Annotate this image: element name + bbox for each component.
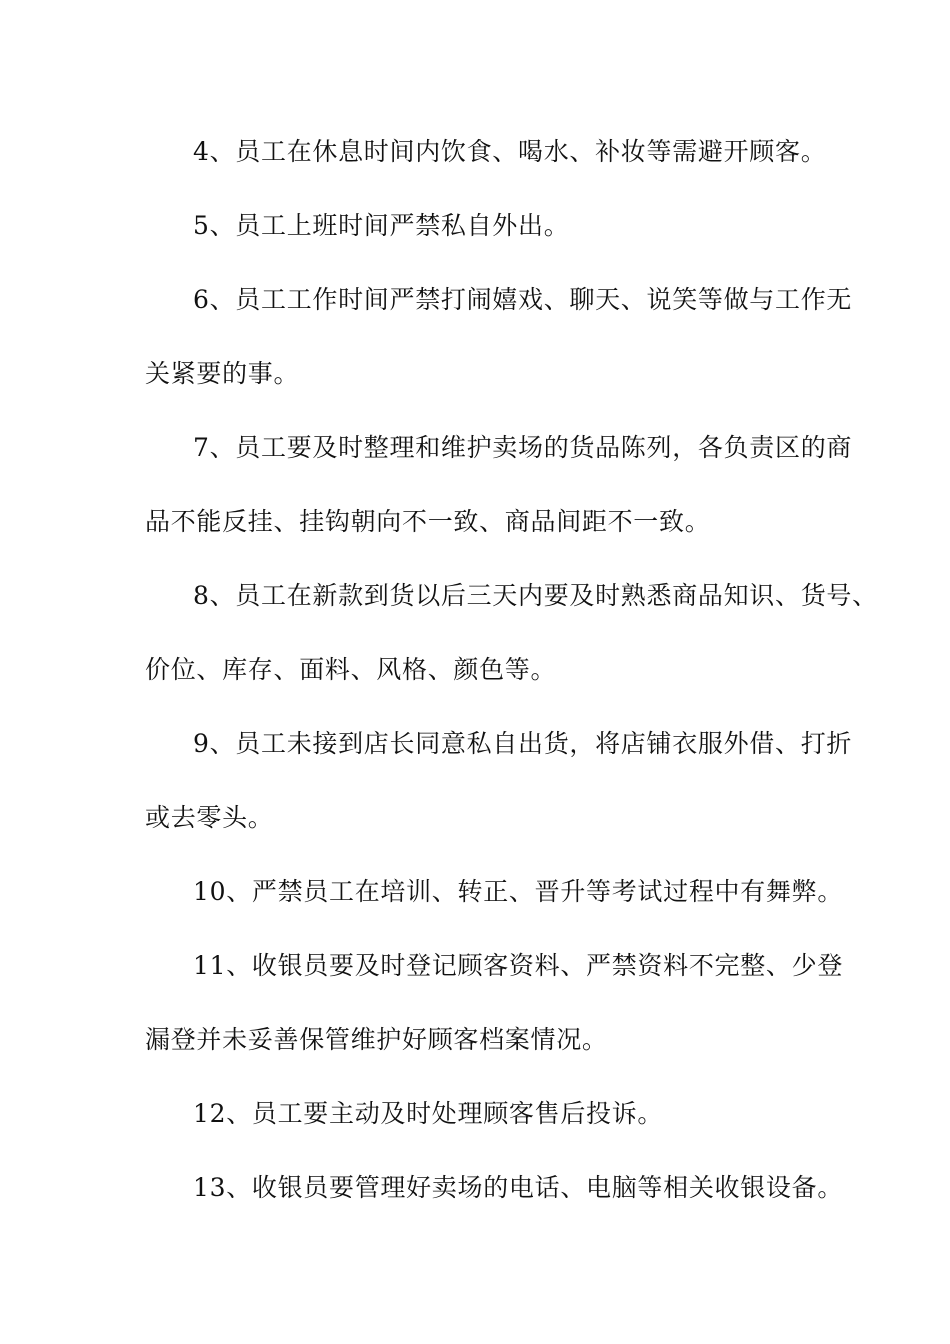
rule-7-line-2: 品不能反挂、挂钩朝向不一致、商品间距不一致。 (145, 507, 711, 536)
rule-6-line-2: 关紧要的事。 (145, 359, 300, 388)
rule-11-line-1: 11、收银员要及时登记顾客资料、严禁资料不完整、少登 (193, 951, 844, 980)
rule-4-line-1: 4、员工在休息时间内饮食、喝水、补妆等需避开顾客。 (193, 137, 827, 166)
rule-11-line-2: 漏登并未妥善保管维护好顾客档案情况。 (145, 1025, 608, 1054)
rule-7-line-1: 7、员工要及时整理和维护卖场的货品陈列，各负责区的商 (193, 433, 853, 462)
rule-10-line-1: 10、严禁员工在培训、转正、晋升等考试过程中有舞弊。 (193, 877, 844, 906)
rule-9-line-1: 9、员工未接到店长同意私自出货，将店铺衣服外借、打折 (193, 729, 853, 758)
rule-9-line-2: 或去零头。 (145, 803, 274, 832)
rule-8-line-2: 价位、库存、面料、风格、颜色等。 (145, 655, 557, 684)
rule-13-line-1: 13、收银员要管理好卖场的电话、电脑等相关收银设备。 (193, 1173, 844, 1202)
rule-12-line-1: 12、员工要主动及时处理顾客售后投诉。 (193, 1099, 664, 1128)
rule-5-line-1: 5、员工上班时间严禁私自外出。 (193, 211, 570, 240)
rule-6-line-1: 6、员工工作时间严禁打闹嬉戏、聊天、说笑等做与工作无 (193, 285, 853, 314)
rule-8-line-1: 8、员工在新款到货以后三天内要及时熟悉商品知识、货号、 (193, 581, 878, 610)
